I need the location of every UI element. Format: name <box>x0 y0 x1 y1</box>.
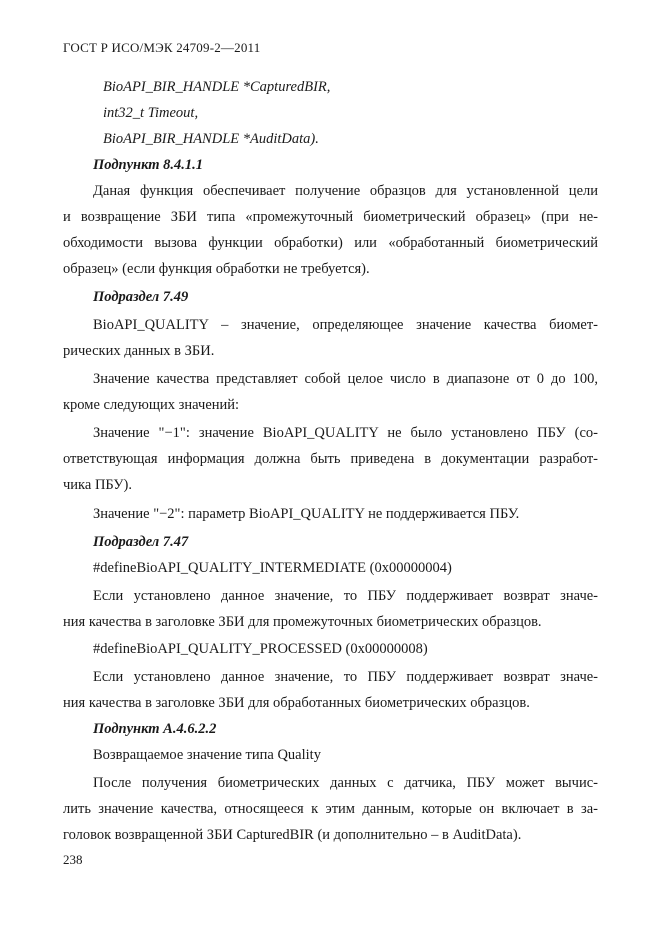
paragraph: Возвращаемое значение типа Quality <box>93 747 321 763</box>
text-line: После получения биометрических данных с датчика, ПБУ может вычис- <box>93 775 598 791</box>
section-heading: Подраздел 7.47 <box>93 534 189 550</box>
text-line: ния качества в заголовке ЗБИ для обработанных биометрических образцов. <box>63 695 530 711</box>
code-line: BioAPI_BIR_HANDLE *CapturedBIR, <box>103 79 331 95</box>
document-header: ГОСТ Р ИСО/МЭК 24709-2—2011 <box>63 40 261 55</box>
text-line: ния качества в заголовке ЗБИ для промежуточных биометрических образцов. <box>63 614 542 630</box>
paragraph <box>63 770 598 848</box>
text-line: головок возвращенной ЗБИ CapturedBIR (и дополнительно – в AuditData). <box>63 827 522 843</box>
text-line: Если установлено данное значение, то ПБУ поддерживает возврат значе- <box>93 669 598 685</box>
define-line: #defineBioAPI_QUALITY_INTERMEDIATE (0x00000004) <box>93 560 452 576</box>
text-line: Значение "−1": значение BioAPI_QUALITY не было установлено ПБУ (со- <box>93 425 598 441</box>
text-line: образец» (если функция обработки не требуется). <box>63 261 370 277</box>
text-line: ответствующая информация должна быть приведена в документации разработ- <box>63 451 598 467</box>
paragraph <box>63 583 598 635</box>
text-line: и возвращение ЗБИ типа «промежуточный биометрический образец» (при не- <box>63 209 598 225</box>
section-heading: Подпункт A.4.6.2.2 <box>93 721 217 737</box>
text-line: обходимости вызова функции обработки) или «обработанный биометрический <box>63 235 598 251</box>
page-number: 238 <box>63 852 83 867</box>
define-line: #defineBioAPI_QUALITY_PROCESSED (0x00000008) <box>93 641 428 657</box>
text-line: Даная функция обеспечивает получение образцов для установленной цели <box>93 183 598 199</box>
section-heading: Подпункт 8.4.1.1 <box>93 157 204 173</box>
section-heading: Подраздел 7.49 <box>93 289 189 305</box>
paragraph <box>63 366 598 418</box>
text-line: BioAPI_QUALITY – значение, определяющее значение качества биомет- <box>93 317 598 333</box>
paragraph <box>63 312 598 364</box>
code-line: BioAPI_BIR_HANDLE *AuditData). <box>103 131 319 147</box>
paragraph <box>63 664 598 716</box>
text-line: чика ПБУ). <box>63 477 132 493</box>
code-line: int32_t Timeout, <box>103 105 199 121</box>
text-line: рических данных в ЗБИ. <box>63 343 215 359</box>
text-line: лить значение качества, относящееся к этим данным, которые он включает в за- <box>63 801 598 817</box>
paragraph: Значение "−2": параметр BioAPI_QUALITY не поддерживается ПБУ. <box>93 506 520 522</box>
text-line: Значение качества представляет собой целое число в диапазоне от 0 до 100, <box>93 371 598 387</box>
paragraph <box>63 178 598 282</box>
text-line: кроме следующих значений: <box>63 397 240 413</box>
paragraph <box>63 420 598 498</box>
text-line: Если установлено данное значение, то ПБУ поддерживает возврат значе- <box>93 588 598 604</box>
